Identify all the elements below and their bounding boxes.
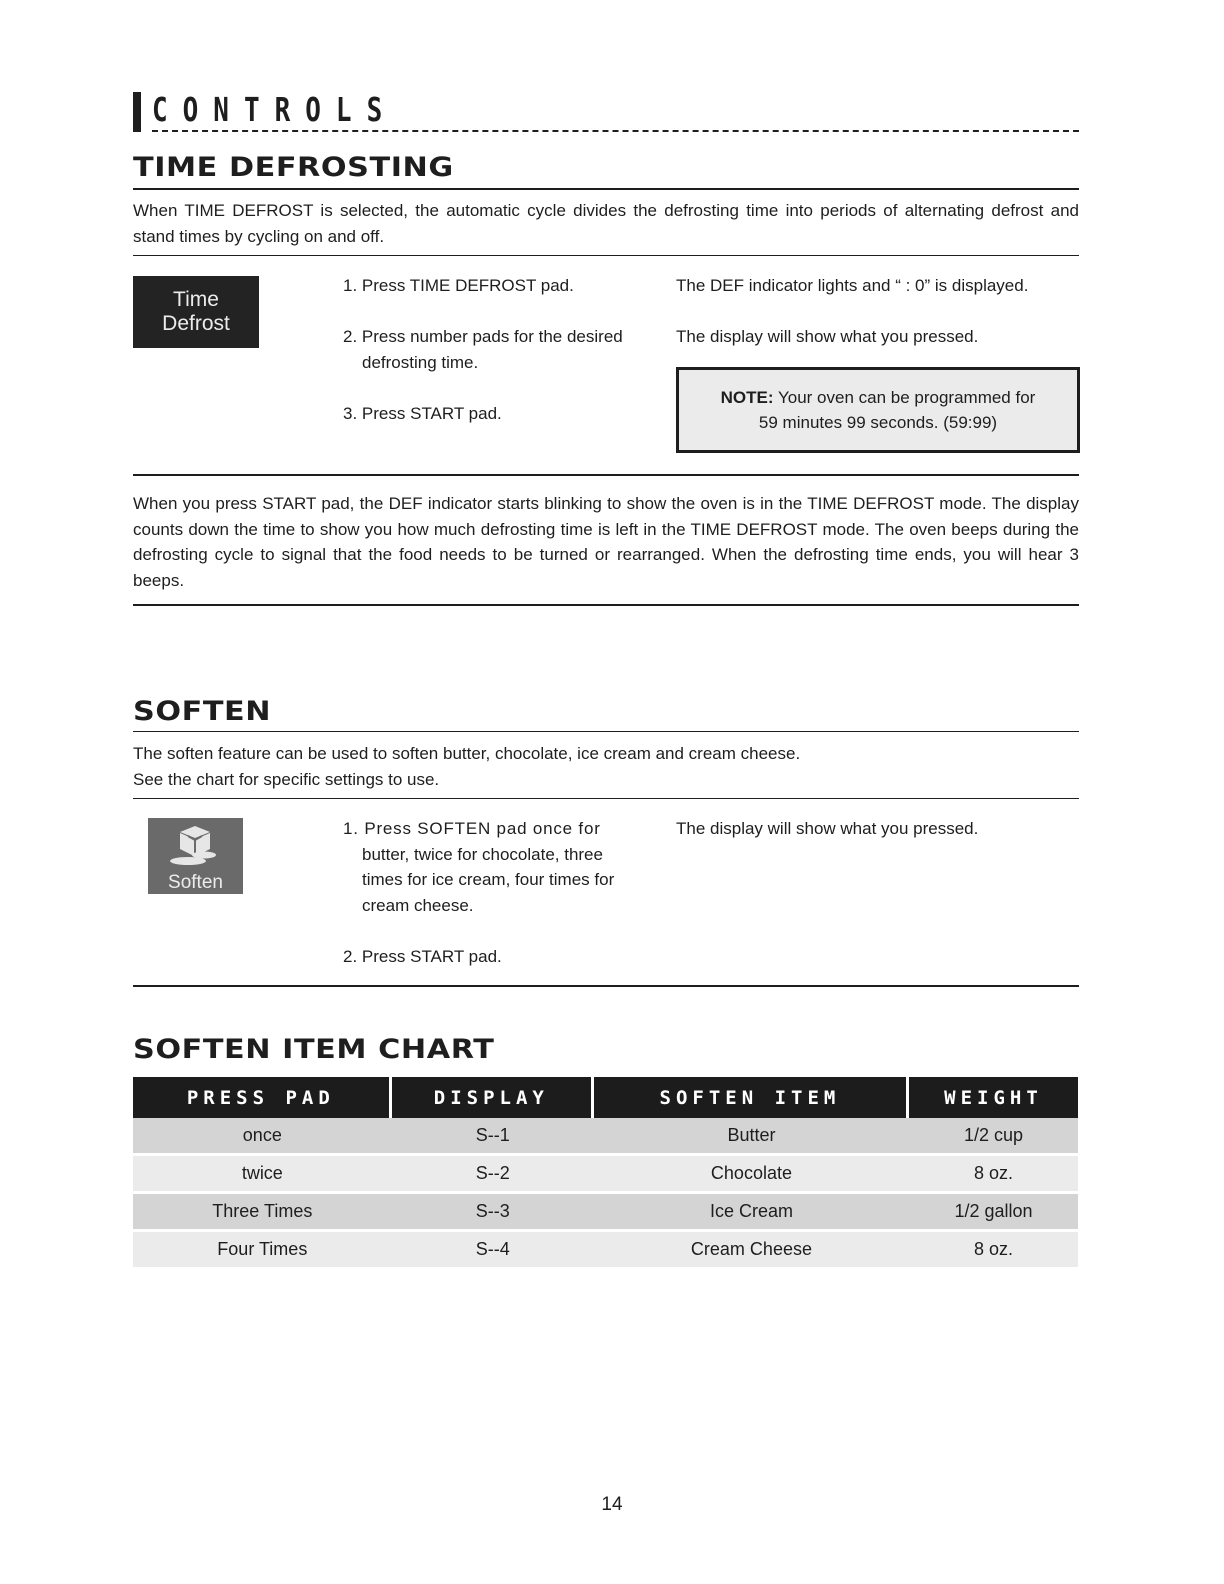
table-row	[133, 1156, 1078, 1194]
pad-label-line2: Defrost	[162, 312, 230, 335]
pad-label-line1: Time	[173, 288, 219, 311]
divider	[133, 985, 1079, 987]
step-text: Press START pad.	[361, 404, 502, 423]
step-text: Press SOFTEN pad once for	[364, 819, 601, 838]
table-cell: Butter	[594, 1118, 909, 1156]
cube-melting-icon	[148, 818, 243, 868]
table-cell: S--4	[392, 1232, 594, 1270]
time-defrost-step-2	[343, 324, 653, 375]
soften-item-table	[133, 1077, 1078, 1270]
header-bar	[133, 92, 141, 132]
step-text: Press number pads for the desired	[361, 327, 623, 346]
step-text: defrosting time.	[362, 352, 479, 372]
time-defrost-pad-button	[133, 276, 259, 348]
table-row	[133, 1118, 1078, 1156]
soften-step-2	[343, 944, 502, 970]
header-dashed-rule	[152, 130, 1079, 132]
time-defrost-result-2: The display will show what you pressed.	[676, 327, 979, 346]
note-box	[676, 367, 1080, 453]
table-cell: Four Times	[133, 1232, 392, 1270]
soften-result: The display will show what you pressed.	[676, 819, 979, 838]
divider	[133, 604, 1079, 606]
note-text: Your oven can be programmed for	[777, 388, 1036, 407]
table-cell: twice	[133, 1156, 392, 1194]
soften-heading-wrap	[133, 696, 272, 727]
soften-intro-line-2: See the chart for specific settings to use.	[133, 769, 440, 789]
table-cell: 8 oz.	[909, 1156, 1078, 1194]
soften-pad-button	[148, 818, 243, 894]
step-number: 2.	[343, 947, 358, 966]
table-cell: 1/2 cup	[909, 1118, 1078, 1156]
time-defrost-step-3	[343, 401, 502, 427]
table-cell: Ice Cream	[594, 1194, 909, 1232]
table-row	[133, 1194, 1078, 1232]
soften-step-1-line-1	[343, 816, 653, 842]
table-cell: S--3	[392, 1194, 594, 1232]
divider	[133, 798, 1079, 799]
step-text: Press START pad.	[361, 947, 502, 966]
note-line-2: 59 minutes 99 seconds. (59:99)	[758, 413, 998, 432]
step-text: cream cheese.	[362, 895, 474, 915]
page-number: 14	[601, 1494, 623, 1515]
soften-chart-heading-wrap	[133, 1034, 495, 1065]
table-cell: S--2	[392, 1156, 594, 1194]
step-number: 1.	[343, 276, 358, 295]
soften-pad-label: Soften	[168, 872, 223, 893]
time-defrosting-intro: When TIME DEFROST is selected, the automatic cycle divides the defrosting time into periods of alternating defrost and stand times by cycling on and off.	[133, 201, 1079, 246]
column-header-soften-item: SOFTEN ITEM	[594, 1077, 909, 1118]
column-header-press-pad: PRESS PAD	[133, 1077, 392, 1118]
column-header-display: DISPLAY	[392, 1077, 594, 1118]
table-cell: Chocolate	[594, 1156, 909, 1194]
table-cell: Cream Cheese	[594, 1232, 909, 1270]
divider	[133, 731, 1079, 732]
note-label: NOTE:	[720, 388, 774, 407]
soften-chart-title: SOFTEN ITEM CHART	[133, 1034, 495, 1065]
table-cell: 1/2 gallon	[909, 1194, 1078, 1232]
step-number: 1.	[343, 819, 359, 838]
time-defrosting-description: When you press START pad, the DEF indicator starts blinking to show the oven is in the TIME DEFROST mode. The display counts down the time to show you how much defrosting time is left in the TIME DEFROST mode. The oven beeps during the defrosting cycle to signal that the food needs to be turned or rearranged. When the defrosting time ends, you will hear 3 beeps.	[133, 494, 1079, 590]
step-number: 2.	[343, 327, 358, 346]
step-text: Press TIME DEFROST pad.	[361, 276, 574, 295]
divider	[133, 474, 1079, 476]
table-cell: once	[133, 1118, 392, 1156]
table-row	[133, 1232, 1078, 1270]
time-defrost-step-1	[343, 273, 574, 299]
time-defrost-result-1: The DEF indicator lights and “ : 0” is displayed.	[676, 276, 1029, 295]
divider	[133, 255, 1079, 256]
note-line-1	[679, 385, 1077, 410]
table-header-row	[133, 1077, 1078, 1118]
table-cell: 8 oz.	[909, 1232, 1078, 1270]
time-defrosting-title: TIME DEFROSTING	[133, 152, 454, 183]
soften-title: SOFTEN	[133, 696, 272, 727]
step-number: 3.	[343, 404, 358, 423]
step-text: times for ice cream, four times for	[362, 870, 615, 889]
soften-intro	[133, 741, 1079, 792]
divider	[133, 188, 1079, 190]
time-defrosting-heading-wrap	[133, 152, 454, 183]
column-header-weight: WEIGHT	[909, 1077, 1078, 1118]
table-cell: S--1	[392, 1118, 594, 1156]
soften-intro-line-1: The soften feature can be used to soften butter, chocolate, ice cream and cream cheese.	[133, 744, 801, 763]
section-header: CONTROLS	[152, 92, 398, 130]
step-text: butter, twice for chocolate, three	[362, 844, 603, 864]
table-cell: Three Times	[133, 1194, 392, 1232]
soften-step-1	[343, 816, 653, 918]
